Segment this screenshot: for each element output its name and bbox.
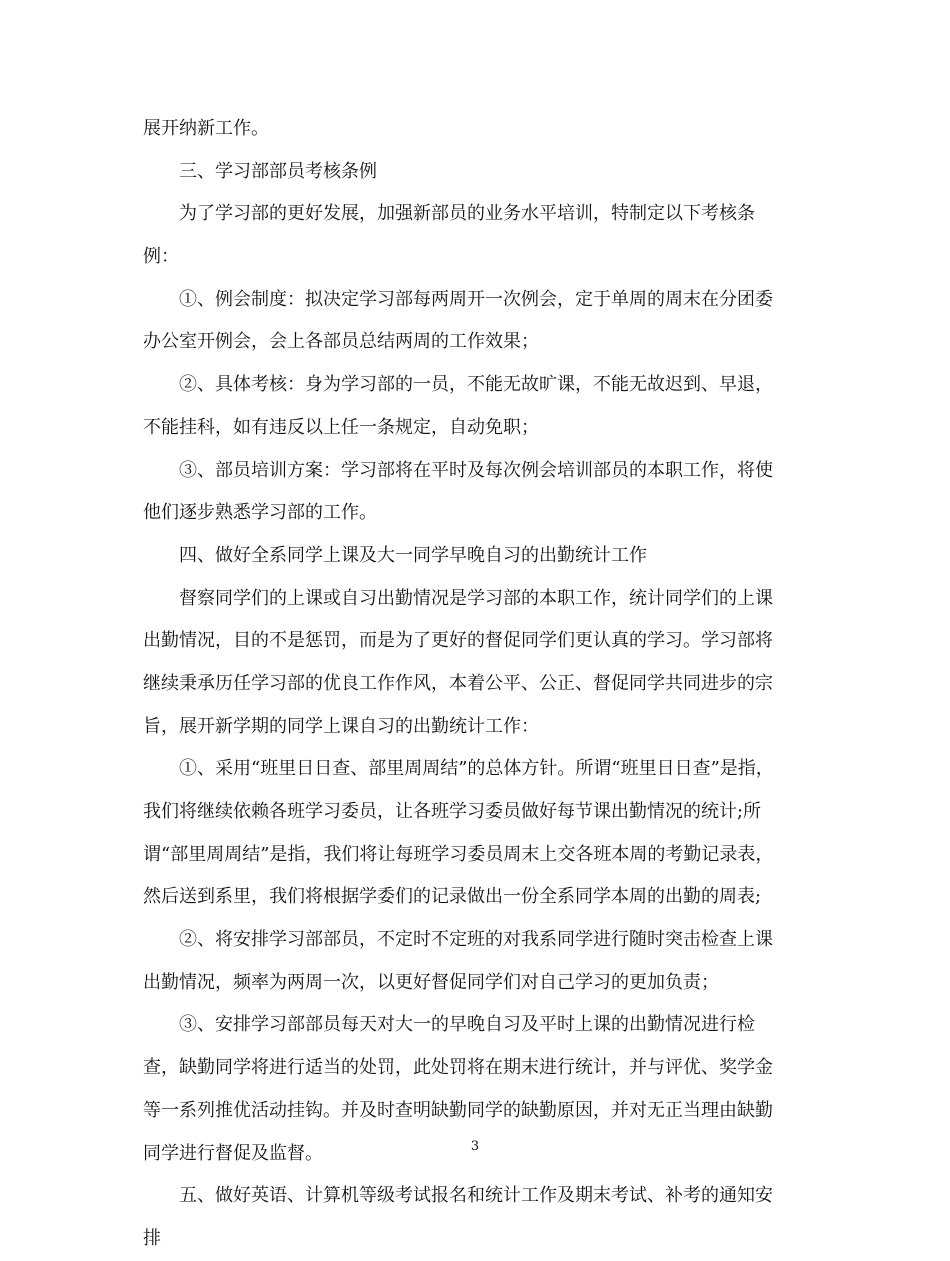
text-line: 继续秉承历任学习部的优良工作作风，本着公平、公正、督促同学共同进步的宗 [143, 672, 773, 694]
text-line: ③、安排学习部部员每天对大一的早晚自习及平时上课的出勤情况进行检 [179, 1014, 755, 1036]
text-line: ③、部员培训方案：学习部将在平时及每次例会培训部员的本职工作，将使 [179, 459, 773, 481]
text-line: 同学进行督促及监督。 [143, 1142, 323, 1164]
section-heading: 三、学习部部员考核条例 [179, 160, 377, 182]
text-line: ②、具体考核：身为学习部的一员，不能无故旷课，不能无故迟到、早退， [179, 374, 773, 396]
text-line: 督察同学们的上课或自习出勤情况是学习部的本职工作，统计同学们的上课 [179, 587, 773, 609]
text-line: 查，缺勤同学将进行适当的处罚，此处罚将在期末进行统计，并与评优、奖学金 [143, 1057, 773, 1079]
text-line: ①、例会制度：拟决定学习部每两周开一次例会，定于单周的周末在分团委 [179, 288, 773, 310]
document-body [143, 108, 803, 1261]
text-line: 展开纳新工作。 [143, 118, 269, 139]
text-line: 他们逐步熟悉学习部的工作。 [143, 502, 377, 524]
text-line: 谓“部里周周结”是指，我们将让每班学习委员周末上交各班本周的考勤记录表， [143, 843, 774, 865]
text-line: 不能挂科，如有违反以上任一条规定，自动免职； [143, 416, 539, 438]
section-heading: 四、做好全系同学上课及大一同学早晚自习的出勤统计工作 [179, 544, 647, 566]
text-line: ②、将安排学习部部员，不定时不定班的对我系同学进行随时突击检查上课 [179, 929, 773, 951]
text-line: ①、采用“班里日日查、部里周周结”的总体方针。所谓“班里日日查”是指， [179, 758, 774, 780]
section-heading: 五、做好英语、计算机等级考试报名和统计工作及期末考试、补考的通知安 [179, 1185, 773, 1207]
text-line: 旨，展开新学期的同学上课自习的出勤统计工作： [143, 715, 539, 737]
text-line: 我们将继续依赖各班学习委员，让各班学习委员做好每节课出勤情况的统计;所 [143, 801, 762, 822]
page-number: 3 [470, 1139, 480, 1154]
text-line: 出勤情况，目的不是惩罚，而是为了更好的督促同学们更认真的学习。学习部将 [143, 630, 773, 652]
text-line: 例： [143, 246, 179, 268]
text-line: 出勤情况，频率为两周一次，以更好督促同学们对自己学习的更加负责； [143, 971, 719, 993]
text-line: 办公室开例会，会上各部员总结两周的工作效果； [143, 331, 539, 353]
text-line: 为了学习部的更好发展，加强新部员的业务水平培训，特制定以下考核条 [179, 203, 755, 225]
text-line: 排 [143, 1227, 161, 1249]
text-line: 然后送到系里，我们将根据学委们的记录做出一份全系同学本周的出勤的周表; [143, 886, 762, 908]
text-line: 等一系列推优活动挂钩。并及时查明缺勤同学的缺勤原因，并对无正当理由缺勤 [143, 1099, 773, 1121]
